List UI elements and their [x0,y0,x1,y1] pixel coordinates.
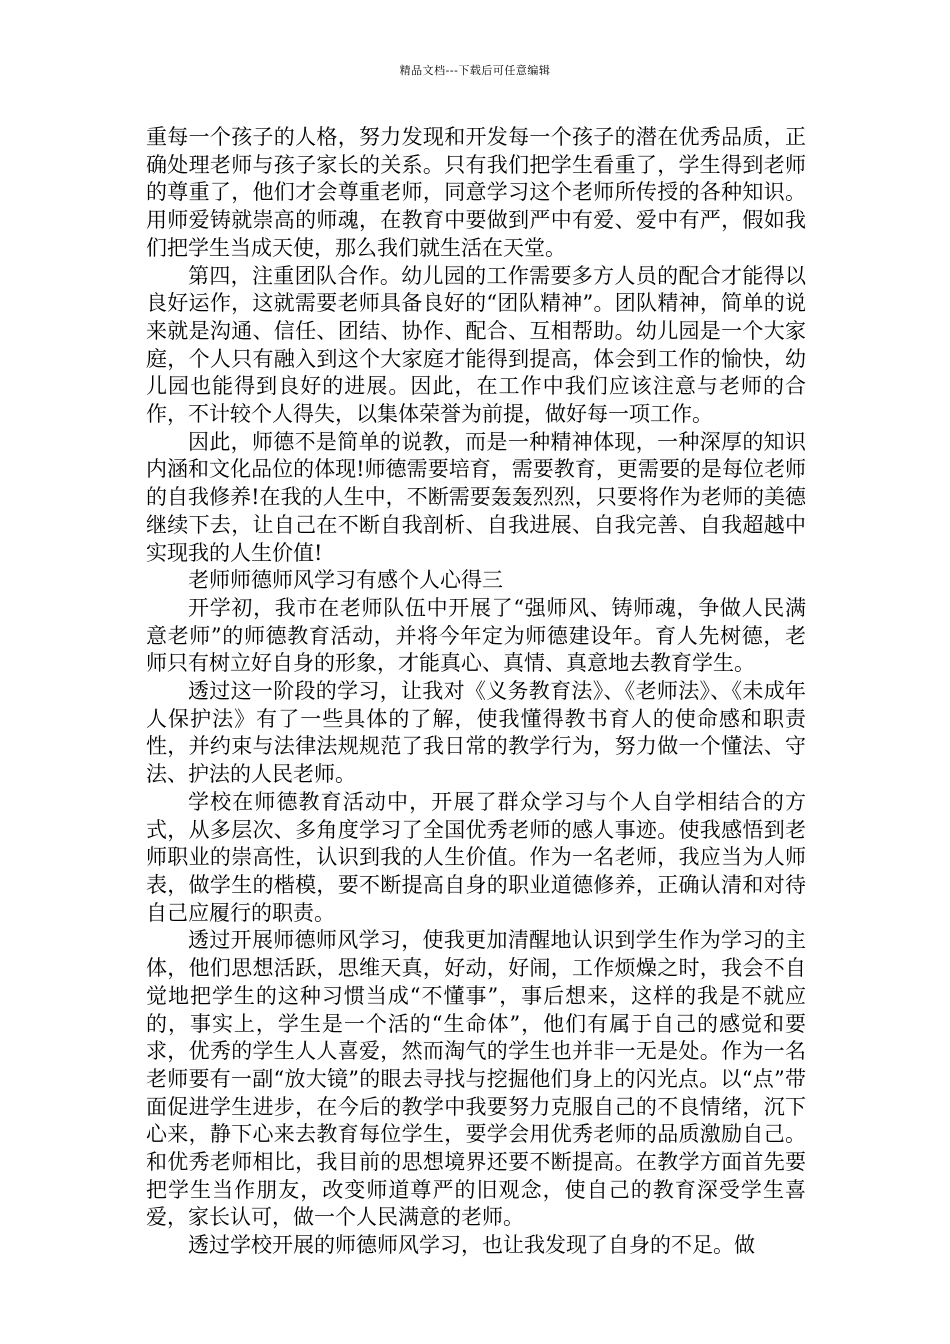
paragraph: 重每一个孩子的人格，努力发现和开发每一个孩子的潜在优秀品质，正确处理老师与孩子家长的关系。只有我们把学生看重了，学生得到老师的尊重了，他们才会尊重老师，同意学习这个老师所传授的各种知识。用师爱铸就崇高的师魂，在教育中要做到严中有爱、爱中有严，假如我们把学生当成天使，那么我们就生活在天堂。 [146,125,806,260]
paragraph: 第四，注重团队合作。幼儿园的工作需要多方人员的配合才能得以良好运作，这就需要老师具备良好的“团队精神”。团队精神，简单的说来就是沟通、信任、团结、协作、配合、互相帮助。幼儿园是一个大家庭，个人只有融入到这个大家庭才能得到提高，体会到工作的愉快，幼儿园也能得到良好的进展。因此，在工作中我们应该注意与老师的合作，不计较个人得失，以集体荣誉为前提，做好每一项工作。 [146,263,806,427]
page-header: 精品文档---下载后可任意编辑 [399,64,551,77]
paragraph: 透过这一阶段的学习，让我对《义务教育法》、《老师法》、《未成年人保护法》有了一些具体的了解，使我懂得教书育人的使命感和职责性，并约束与法律法规规范了我日常的教学行为，努力做一个懂法、守法、护法的人民老师。 [146,679,806,787]
paragraph: 因此，师德不是简单的说教，而是一种精神体现，一种深厚的知识内涵和文化品位的体现!师德需要培育，需要教育，更需要的是每位老师的自我修养!在我的人生中，不断需要轰轰烈烈，只要将作为老师的美德继续下去，让自己在不断自我剖析、自我进展、自我完善、自我超越中实现我的人生价值! [146,429,806,565]
section-heading: 老师师德师风学习有感个人心得三 [188,568,503,593]
paragraph: 开学初，我市在老师队伍中开展了“强师风、铸师魂，争做人民满意老师”的师德教育活动，并将今年定为师德建设年。育人先树德，老师只有树立好自身的形象，才能真心、真情、真意地去教育学生。 [146,595,806,676]
paragraph: 透过开展师德师风学习，使我更加清醒地认识到学生作为学习的主体，他们思想活跃，思维天真，好动，好闹，工作烦燥之时，我会不自觉地把学生的这种习惯当成“不懂事”，事后想来，这样的我是不就应的，事实上，学生是一个活的“生命体”，他们有属于自己的感觉和要求，优秀的学生人人喜爱，然而淘气的学生也并非一无是处。作为一名老师要有一副“放大镜”的眼去寻找与挖掘他们身上的闪光点。以“点”带面促进学生进步，在今后的教学中我要努力克服自己的不良情绪，沉下心来，静下心来去教育每位学生，要学会用优秀老师的品质激励自己。和优秀老师相比，我目前的思想境界还要不断提高。在教学方面首先要把学生当作朋友，改变师道尊严的旧观念，使自己的教育深受学生喜爱，家长认可，做一个人民满意的老师。 [146,928,806,1230]
paragraph: 透过学校开展的师德师风学习，也让我发现了自身的不足。做 [188,1233,755,1258]
document-body [146,124,806,1260]
paragraph: 学校在师德教育活动中，开展了群众学习与个人自学相结合的方式，从多层次、多角度学习了全国优秀老师的感人事迹。使我感悟到老师职业的崇高性，认识到我的人生价值。作为一名老师，我应当为人师表，做学生的楷模，要不断提高自身的职业道德修养，正确认清和对待自己应履行的职责。 [146,789,806,925]
